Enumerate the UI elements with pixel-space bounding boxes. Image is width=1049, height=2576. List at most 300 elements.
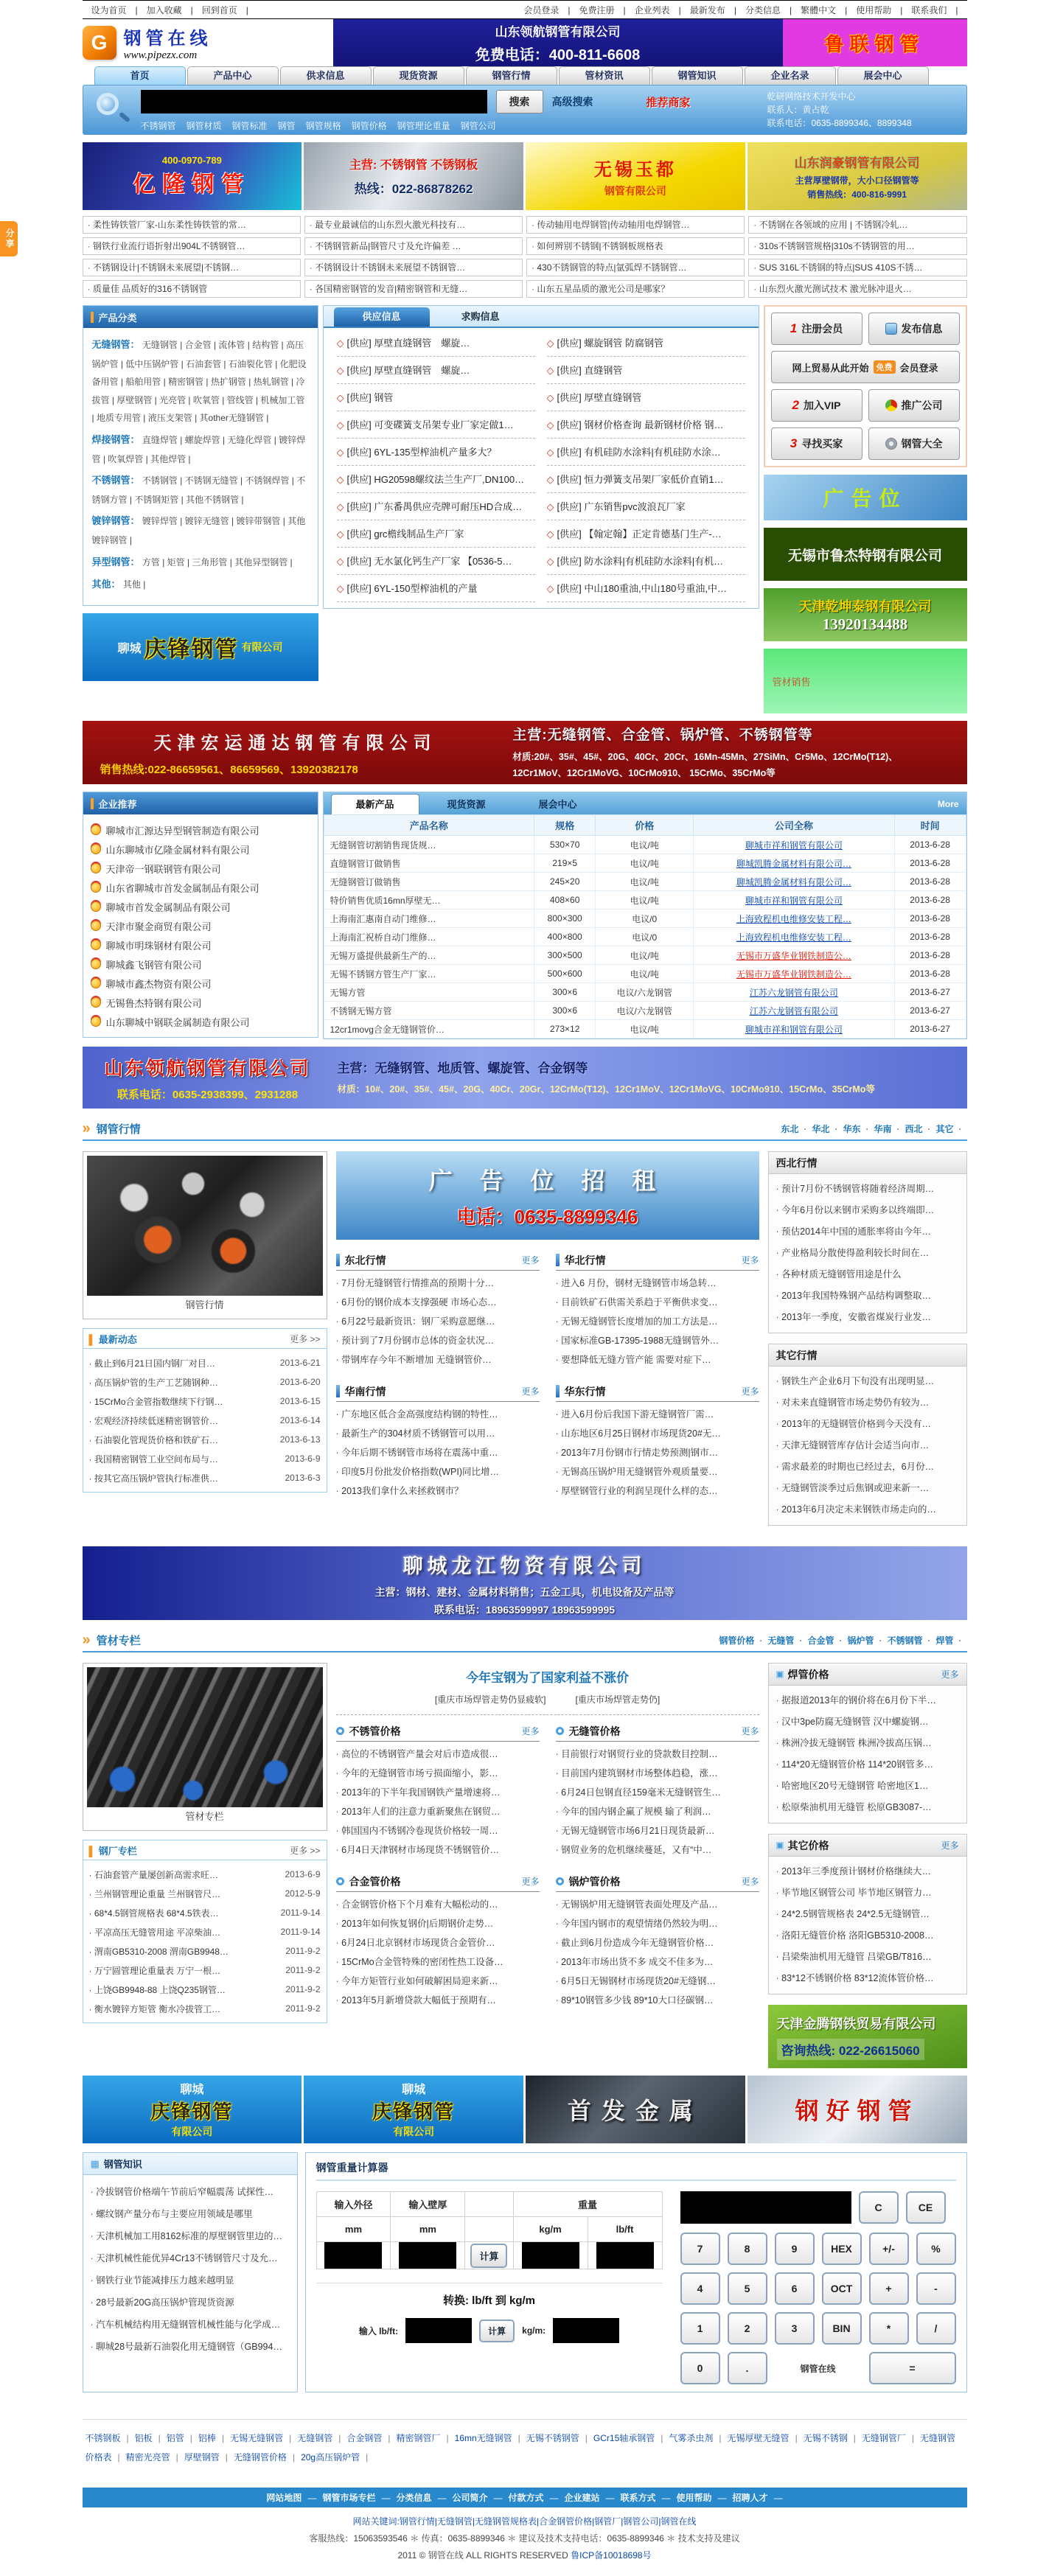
company-link[interactable]: 无锡鲁杰特钢有限公司 <box>91 993 310 1012</box>
category-items-links[interactable]: 无缝钢管 | 合金管 | 流体管 | 结构管 | 高压锅炉管 | 低中压锅炉管 | 石油套管 | 石油裂化管 | 化肥设备用管 | 船舶用管 | 精密钢管 | 热扩钢管 | 热轧钢管 | 冷拔管 | 厚壁钢管 | 光亮管 | 吹氧管 | 管线管 | 机械加工管 | 地质专用管 | 液压支架管 | 其other无缝钢管 | <box>91 340 307 424</box>
equals-button[interactable]: = <box>869 2352 956 2384</box>
footer-nav-link[interactable]: 公司简介 <box>452 2493 488 2503</box>
company-link[interactable]: 聊城市首发金属制品有限公司 <box>91 897 310 916</box>
search-keyword-link[interactable]: 钢管理论重量 <box>397 121 450 131</box>
news-item[interactable]: · 今年的无缝钢管市场亏损面缩小，影… <box>336 1764 540 1783</box>
tag-link[interactable]: 无缝钢管价格表 <box>85 2433 955 2462</box>
ad-slot-banner[interactable]: 广告位 <box>764 475 967 520</box>
tag-link[interactable]: 合金钢管 <box>346 2433 383 2443</box>
topbar-link[interactable]: 回到首页 <box>201 4 237 15</box>
headline-link[interactable]: · SUS 316L不锈钢的特点|SUS 410S不锈… <box>748 259 966 276</box>
keypad-button[interactable]: 3 <box>775 2312 815 2345</box>
tab-exhibition-center[interactable]: 展会中心 <box>538 799 577 810</box>
company-link[interactable]: 天津帝一钢联钢管有限公司 <box>91 859 310 878</box>
keypad-button[interactable]: +/- <box>869 2233 909 2265</box>
footer-nav-link[interactable]: 分类信息 <box>396 2493 432 2503</box>
ad-qiankuntai[interactable]: 天津乾坤泰钢有限公司 13920134488 <box>764 588 967 641</box>
topbar-link[interactable]: 免费注册 <box>579 4 615 15</box>
keypad-button[interactable]: 0 <box>680 2352 720 2384</box>
news-item[interactable]: · 要想降低无缝方管产能 需要对症下… <box>556 1350 759 1369</box>
region-link[interactable]: 华南 <box>874 1123 892 1134</box>
news-item[interactable]: · 6月4日天津钢材市场现货不锈钢管价… <box>336 1840 540 1860</box>
tag-link[interactable]: 无缝钢管价格 <box>233 2452 287 2462</box>
supply-item[interactable]: ◇ [供应] 可变碟簧支吊架专业厂家定做1… <box>337 411 535 439</box>
ad-jinteng[interactable]: 天津金腾钢铁贸易有限公司 咨询热线: 022-26615060 <box>768 2005 967 2068</box>
nav-tab[interactable]: 现货资源 <box>373 66 464 85</box>
news-item[interactable]: · 宏观经济持续低迷精密钢管价… 2013-6-14 <box>89 1411 321 1430</box>
ad-lujie[interactable]: 无锡市鲁杰特钢有限公司 <box>764 528 967 581</box>
od-input[interactable] <box>324 2242 382 2269</box>
news-item[interactable]: · 冷拔钢管价格端午节前后窄幅震荡 试探性… <box>91 2181 290 2203</box>
product-company-link[interactable]: 上海致程机电维修安装工程… <box>736 932 851 943</box>
company-link[interactable]: 天津市聚金商贸有限公司 <box>91 916 310 935</box>
tab-demand-info[interactable]: 求购信息 <box>461 311 500 322</box>
keypad-button[interactable]: OCT <box>822 2272 862 2305</box>
search-keyword-link[interactable]: 钢管公司 <box>460 121 496 131</box>
topbar-link[interactable]: 设为首页 <box>91 4 127 15</box>
tag-link[interactable]: 精密钢管厂 <box>396 2433 441 2443</box>
company-link[interactable]: 聊城市鑫杰物资有限公司 <box>91 974 310 993</box>
news-item[interactable]: · 2013年三季度预计钢材价格继续大… <box>776 1861 959 1882</box>
news-item[interactable]: · 株洲冷拔无缝钢管 株洲冷拔高压锅… <box>776 1733 959 1754</box>
join-vip-button[interactable]: 2 加入VIP <box>771 389 862 422</box>
keypad-button[interactable]: + <box>869 2272 909 2305</box>
news-item[interactable]: · 2013年6月决定未来钢铁市场走向的… <box>776 1499 959 1521</box>
news-item[interactable]: · 目前国内建筑钢材市场整体趋稳，涨… <box>556 1764 759 1783</box>
tab-supply-info[interactable]: 供应信息 <box>334 307 430 327</box>
news-item[interactable]: · 聊城28号最新石油裂化用无缝钢管（GB994… <box>91 2336 290 2358</box>
headline-link[interactable]: · 柔性铸铁管厂家-山东柔性铸铁管的常… <box>83 216 301 234</box>
news-item[interactable]: · 目前铁矿石供需关系趋于平衡供求变… <box>556 1293 759 1312</box>
ad-qingfeng-3[interactable]: 聊城 庆锋钢管 有限公司 <box>304 2076 523 2143</box>
product-company-link[interactable]: 江苏六龙钢管有限公司 <box>749 987 838 998</box>
category-items-links[interactable]: 镀锌焊管 | 镀锌无缝管 | 镀锌带钢管 | 其他镀锌钢管 | <box>91 516 306 546</box>
tag-link[interactable]: 无锡无缝钢管 <box>230 2433 284 2443</box>
supply-item[interactable]: ◇ [供应] HG20598螺纹法兰生产厂,DN100… <box>337 466 535 493</box>
news-item[interactable]: · 6月24日北京钢材市场现货合金管价… <box>336 1933 540 1952</box>
product-name[interactable]: 无锡不锈钢方管生产厂家… <box>324 965 534 983</box>
news-item[interactable]: · 今年的国内钢企赢了规模 输了利润… <box>556 1802 759 1821</box>
product-name[interactable]: 无锡万盛提供最新生产的… <box>324 946 534 965</box>
news-item[interactable]: · 预计到了7月份钢市总体的资金状况… <box>336 1331 540 1350</box>
tag-link[interactable]: 不锈钢板 <box>85 2433 121 2443</box>
news-item[interactable]: · 衡水镀锌方矩管 衡水冷拔管工… 2011-9-2 <box>89 1999 321 2018</box>
more-link[interactable]: 更多 <box>521 1877 540 1887</box>
news-item[interactable]: · 2013年5月新增贷款大幅低于预期有… <box>336 1991 540 2010</box>
news-item[interactable]: · 渭南GB5310-2008 渭南GB9948… 2011-9-2 <box>89 1941 321 1961</box>
nav-tab[interactable]: 企业名录 <box>745 66 836 85</box>
search-keyword-link[interactable]: 钢管规格 <box>305 121 341 131</box>
news-item[interactable]: · 高位的不锈钢管产量会对后市造成很… <box>336 1745 540 1764</box>
news-item[interactable]: · 万宁圆管理论重量表 万宁一根… 2011-9-2 <box>89 1961 321 1980</box>
clear-button[interactable]: C <box>859 2191 899 2224</box>
category-name-link[interactable]: 其他： <box>91 579 121 590</box>
news-item[interactable]: · 天津机械性能优异4Cr13不锈钢管尺寸及允… <box>91 2247 290 2269</box>
news-item[interactable]: · 预估2014年中国的通胀率将由今年… <box>776 1221 959 1243</box>
topbar-link[interactable]: 加入收藏 <box>146 4 182 15</box>
product-name[interactable]: 12cr1movg合金无缝钢管价… <box>324 1020 534 1039</box>
ad-hongyun[interactable]: 天津宏运通达钢管有限公司 销售热线:022-86659561、86659569、13920382178 主营:无缝钢管、合金管、锅炉管、不锈钢管等 材质:20#、35#、45#、20G、40Cr、20Cr、16Mn-45Mn、27SiMn、Cr5Mo、12CrMo(T12)、12Cr1MoV、12Cr1MoVG、10CrMo910、 15CrMo、35CrMo等 <box>83 721 967 784</box>
news-item[interactable]: · 7月份无缝钢管行情推高的预期十分… <box>336 1274 540 1293</box>
news-item[interactable]: · 最新生产的304材质不锈钢管可以用… <box>336 1424 540 1443</box>
search-keyword-link[interactable]: 钢管材质 <box>186 121 222 131</box>
ad-shoufa[interactable]: 首发金属 <box>526 2076 745 2143</box>
tab-latest-products[interactable]: 最新产品 <box>331 794 419 814</box>
more-link[interactable]: 更多 <box>521 1726 540 1736</box>
site-logo[interactable] <box>83 24 333 62</box>
nav-tab[interactable]: 首页 <box>94 66 186 85</box>
tag-link[interactable]: 无锡不锈钢 <box>803 2433 848 2443</box>
ad-qingfeng-2[interactable]: 聊城 庆锋钢管 有限公司 <box>83 2076 302 2143</box>
news-item[interactable]: · 预计7月份不锈钢管将随着经济周期… <box>776 1179 959 1200</box>
region-link[interactable]: 华东 <box>843 1123 861 1134</box>
headline-link[interactable]: · 不锈钢管新品|钢管尺寸及允许偏差 … <box>304 237 523 255</box>
news-item[interactable]: · 进入6 月份，钢材无缝钢管市场急转… <box>556 1274 759 1293</box>
keypad-button[interactable]: 9 <box>775 2233 815 2265</box>
news-item[interactable]: · 进入6月份后我国下游无缝钢管厂需… <box>556 1405 759 1424</box>
product-company-link[interactable]: 无锡市万盛华业钢铁制造公… <box>736 950 851 961</box>
news-item[interactable]: · 今年后期不锈钢管市场将在震荡中重… <box>336 1443 540 1462</box>
search-button[interactable]: 搜索 <box>496 90 543 114</box>
ad-longjiang[interactable]: 聊城龙江物资有限公司 主营：钢材、建材、金属材料销售；五金工具，机电设备及产品等 联系电话：18963599997 18963599995 <box>83 1546 967 1620</box>
news-item[interactable]: · 2013年市场出货不多 成交不佳多为… <box>556 1952 759 1972</box>
footer-nav-link[interactable]: 付款方式 <box>508 2493 544 2503</box>
news-item[interactable]: · 2013年的下半年我国钢铁产量增速将… <box>336 1783 540 1802</box>
keypad-button[interactable]: % <box>916 2233 956 2265</box>
headline-link[interactable]: · 如何辨别不锈钢|不锈钢板规格表 <box>526 237 745 255</box>
nav-tab[interactable]: 展会中心 <box>837 66 929 85</box>
headline-link[interactable]: · 不锈钢设计|不锈钢未来展望|不锈钢… <box>83 259 301 276</box>
search-input[interactable] <box>141 90 487 114</box>
convert-button[interactable]: 计算 <box>479 2320 515 2342</box>
news-item[interactable]: · 114*20无缝钢管价格 114*20钢管多… <box>776 1754 959 1776</box>
news-item[interactable]: · 无锡锅炉用无缝钢管表面处理及产品… <box>556 1895 759 1914</box>
footer-nav-link[interactable]: 招聘人才 <box>732 2493 768 2503</box>
supply-item[interactable]: ◇ [供应] 直缝钢管 <box>547 357 745 384</box>
news-item[interactable]: · 松原柴油机用无缝管 松原GB3087-… <box>776 1797 959 1818</box>
company-link[interactable]: 聊城市汇源达异型钢管制造有限公司 <box>91 820 310 840</box>
news-item[interactable]: · 汉中3pe防腐无缝钢管 汉中螺旋钢… <box>776 1711 959 1733</box>
news-item[interactable]: · 2013年7月份钢市行情走势预测|钢市… <box>556 1443 759 1462</box>
keypad-button[interactable]: HEX <box>822 2233 862 2265</box>
tag-link[interactable]: GCr15轴承钢管 <box>593 2433 655 2443</box>
tab-spot-resources[interactable]: 现货资源 <box>447 799 486 810</box>
find-buyers-button[interactable]: 3 寻找买家 <box>771 427 862 460</box>
headline-link[interactable]: · 山东五星品质的激光公司是哪家？ <box>526 280 745 298</box>
more-link[interactable]: 更多 >> <box>290 1845 321 1856</box>
news-item[interactable]: · 山东地区6月25日钢材市场现货20#无… <box>556 1424 759 1443</box>
supply-item[interactable]: ◇ [供应] 【翰定翰】正定肯德基门生产-… <box>547 520 745 548</box>
news-item[interactable]: · 28号最新20G高压锅炉管现货资源 <box>91 2291 290 2314</box>
pipe-directory-button[interactable]: 钢管大全 <box>868 427 960 460</box>
search-keyword-link[interactable]: 不锈钢管 <box>140 121 176 131</box>
more-link[interactable]: 更多 >> <box>290 1333 321 1344</box>
category-items-links[interactable]: 不锈钢管 | 不锈钢无缝管 | 不锈钢焊管 | 不锈钢方管 | 不锈钢矩管 | 其他不锈钢管 | <box>91 475 306 505</box>
news-item[interactable]: · 兰州钢管理论重量 兰州钢管尺… 2012-5-9 <box>89 1884 321 1903</box>
clear-entry-button[interactable]: CE <box>906 2191 946 2224</box>
nav-tab[interactable]: 管材资讯 <box>559 66 650 85</box>
company-link[interactable]: 聊城市明珠钢材有限公司 <box>91 935 310 954</box>
share-floating-tab[interactable]: 分享 <box>0 221 18 256</box>
ad-yudu[interactable]: 无锡玉都 钢管有限公司 <box>526 142 745 210</box>
footer-nav-link[interactable]: 钢管市场专栏 <box>322 2493 376 2503</box>
news-item[interactable]: · 天津无缝钢管库存估计会适当向市… <box>776 1435 959 1456</box>
region-link[interactable]: 西北 <box>905 1123 923 1134</box>
news-item[interactable]: · 今年6月份以来钢市采购多以终端即… <box>776 1200 959 1221</box>
category-name-link[interactable]: 无缝钢管： <box>91 339 140 350</box>
publish-info-button[interactable]: 发布信息 <box>868 313 960 345</box>
product-name[interactable]: 特价销售优质16mn厚壁无… <box>324 891 534 910</box>
news-item[interactable]: · 洛阳无缝管价格 洛阳GB5310-2008… <box>776 1925 959 1947</box>
news-item[interactable]: · 2013年的无缝钢管价格到今天没有… <box>776 1414 959 1435</box>
news-item[interactable]: · 6月5日无锡钢材市场现货20#无缝钢… <box>556 1972 759 1991</box>
tag-link[interactable]: 无锡不锈钢管 <box>526 2433 579 2443</box>
product-name[interactable]: 无缝钢管订做销售 <box>324 873 534 891</box>
supply-item[interactable]: ◇ [供应] 钢材价格查询 最新钢材价格 钢… <box>547 411 745 439</box>
supply-item[interactable]: ◇ [供应] 厚壁直缝钢管 螺旋… <box>337 329 535 357</box>
region-link[interactable]: 东北 <box>781 1123 799 1134</box>
topbar-link[interactable]: 最新发布 <box>689 4 725 15</box>
news-item[interactable]: · 韩国国内不锈钢冷卷现货价格较一周… <box>336 1821 540 1840</box>
ad-qingfeng[interactable]: 聊城 庆锋钢管 有限公司 <box>83 613 318 681</box>
company-link[interactable]: 山东省聊城市首发金属制品有限公司 <box>91 878 310 897</box>
news-item[interactable]: · 产业格局分散使得盈利较长时间在… <box>776 1243 959 1264</box>
supply-item[interactable]: ◇ [供应] grc檐线制品生产厂家 <box>337 520 535 548</box>
news-item[interactable]: · 2013我们拿什么来拯救钢市？ <box>336 1481 540 1501</box>
news-item[interactable]: · 据报道2013年的钢价将在6月份下半… <box>776 1690 959 1711</box>
news-item[interactable]: · 6月份的钢价成本支撑强硬 市场心态… <box>336 1293 540 1312</box>
more-link[interactable]: 更多 <box>941 1840 959 1851</box>
price-category-link[interactable]: 不锈钢管 <box>887 1635 923 1646</box>
keypad-button[interactable]: . <box>728 2352 767 2384</box>
news-item[interactable]: · 对未来直缝钢管市场走势仍有较为… <box>776 1392 959 1414</box>
product-company-link[interactable]: 聊城凯腾金属材料有限公司… <box>736 876 851 887</box>
supply-item[interactable]: ◇ [供应] 广东销售pvc波浪瓦厂家 <box>547 493 745 520</box>
keypad-button[interactable]: 8 <box>728 2233 767 2265</box>
region-link[interactable]: 其它 <box>935 1123 954 1134</box>
company-link[interactable]: 聊城鑫飞钢管有限公司 <box>91 954 310 974</box>
news-item[interactable]: · 无锡无缝钢管长度增加的加工方法是… <box>556 1312 759 1331</box>
product-name[interactable]: 上海南汇祝桥自动门维修… <box>324 928 534 946</box>
supply-item[interactable]: ◇ [供应] 厚壁直缝钢管 螺旋… <box>337 357 535 384</box>
news-item[interactable]: · 今年国内钢市的观望情绪仍然较为明… <box>556 1914 759 1933</box>
more-link[interactable]: 更多 <box>741 1877 759 1887</box>
subheadline-link[interactable]: [重庆市场焊管走势仍显疲软] <box>434 1694 546 1705</box>
keypad-button[interactable]: 5 <box>728 2272 767 2305</box>
topbar-link[interactable]: 使用帮助 <box>856 4 892 15</box>
search-keyword-link[interactable]: 钢管标准 <box>231 121 268 131</box>
news-item[interactable]: · 印度5月份批发价格指数(WPI)同比增… <box>336 1462 540 1481</box>
headline-link[interactable]: · 传动轴用电焊钢管|传动轴用电焊钢管… <box>526 216 745 234</box>
footer-nav-link[interactable]: 企业建站 <box>564 2493 600 2503</box>
more-link[interactable]: 更多 <box>741 1726 759 1736</box>
tag-link[interactable]: 铝板 <box>134 2433 153 2443</box>
more-link[interactable]: More <box>937 799 959 809</box>
topbar-link[interactable]: 会员登录 <box>523 4 560 15</box>
supply-item[interactable]: ◇ [供应] 厚壁直缝钢管 <box>547 384 745 411</box>
headline-link[interactable]: · 430不锈钢管的特点|氩弧焊不锈钢管… <box>526 259 745 276</box>
more-link[interactable]: 更多 <box>521 1255 540 1266</box>
category-name-link[interactable]: 焊接钢管： <box>91 434 140 446</box>
lbft-input[interactable] <box>405 2318 472 2343</box>
product-company-link[interactable]: 聊城市祥和钢管有限公司 <box>745 895 843 906</box>
nav-tab[interactable]: 产品中心 <box>187 66 279 85</box>
header-ad-linghang[interactable] <box>333 19 783 66</box>
keypad-button[interactable]: 6 <box>775 2272 815 2305</box>
news-item[interactable]: · 2013年一季度，安徽省煤炭行业发… <box>776 1307 959 1328</box>
subheadline-link[interactable]: [重庆市场焊管走势仍] <box>575 1694 661 1705</box>
tag-link[interactable]: 无锡厚壁无缝管 <box>727 2433 790 2443</box>
product-name[interactable]: 上海南汇惠南自动门维修… <box>324 910 534 928</box>
product-name[interactable]: 无缝钢管切割销售现货规… <box>324 836 534 854</box>
icp-link[interactable]: 鲁ICP备10018698号 <box>571 2550 652 2561</box>
supply-item[interactable]: ◇ [供应] 中山180重油,中山180号重油,中… <box>547 575 745 602</box>
price-category-link[interactable]: 合金管 <box>807 1635 834 1646</box>
tag-link[interactable]: 铝管 <box>166 2433 184 2443</box>
pipe-headline-link[interactable]: 今年宝钢为了国家利益不涨价 <box>466 1671 629 1685</box>
calculate-button[interactable]: 计算 <box>470 2244 507 2268</box>
news-item[interactable]: · 汽车机械结构用无缝钢管机械性能与化学成… <box>91 2314 290 2336</box>
keypad-button[interactable]: BIN <box>822 2312 862 2345</box>
product-company-link[interactable]: 江苏六龙钢管有限公司 <box>749 1005 838 1016</box>
news-item[interactable]: · 带钢库存今年不断增加 无缝钢管价… <box>336 1350 540 1369</box>
news-item[interactable]: · 截止到6月份造成今年无缝钢管价格… <box>556 1933 759 1952</box>
ad-stainless[interactable]: 主营: 不锈钢管 不锈钢板 热线：022-86878262 <box>304 142 523 210</box>
news-item[interactable]: · 平凉高压无缝管用途 平凉柴油… 2011-9-14 <box>89 1922 321 1941</box>
topbar-link[interactable]: 繁體中文 <box>801 4 837 15</box>
supply-item[interactable]: ◇ [供应] 6YL-150型榨油机的产量 <box>337 575 535 602</box>
supply-item[interactable]: ◇ [供应] 防水涂料|有机硅防水涂料|有机… <box>547 548 745 575</box>
news-item[interactable]: · 2013年我国特殊钢产品结构调整取… <box>776 1285 959 1307</box>
keypad-button[interactable]: 1 <box>680 2312 720 2345</box>
footer-nav-link[interactable]: 联系方式 <box>620 2493 656 2503</box>
supply-item[interactable]: ◇ [供应] 螺旋钢管 防腐钢管 <box>547 329 745 357</box>
news-item[interactable]: · 石油套管产量屡创新高需求旺… 2013-6-9 <box>89 1865 321 1884</box>
supply-item[interactable]: ◇ [供应] 广东番禺供应壳牌可耐压HD合成… <box>337 493 535 520</box>
ad-ganghao[interactable]: 钢好钢管 <box>747 2076 967 2143</box>
keypad-button[interactable]: / <box>916 2312 956 2345</box>
more-link[interactable]: 更多 <box>741 1386 759 1397</box>
product-company-link[interactable]: 无锡市万盛华业钢铁制造公… <box>736 968 851 980</box>
news-item[interactable]: · 截止到6月21日国内钢厂对目… 2013-6-21 <box>89 1353 321 1372</box>
news-item[interactable]: · 89*10钢管多少钱 89*10大口径碳钢… <box>556 1991 759 2010</box>
search-keyword-link[interactable]: 钢管价格 <box>351 121 387 131</box>
news-item[interactable]: · 2013年人们的注意力重新聚焦在钢贸… <box>336 1802 540 1821</box>
tag-link[interactable]: 20g高压锅炉管 <box>301 2452 360 2462</box>
promote-company-button[interactable]: 推广公司 <box>868 389 960 422</box>
news-item[interactable]: · 我国精密钢管工业空间布局与… 2013-6-9 <box>89 1449 321 1468</box>
product-company-link[interactable]: 聊城市祥和钢管有限公司 <box>745 840 843 851</box>
headline-link[interactable]: · 各国精密钢管的发音|精密钢管和无缝… <box>304 280 523 298</box>
category-items-links[interactable]: 直缝焊管 | 螺旋焊管 | 无缝化焊管 | 镀锌焊管 | 吹氧焊管 | 其他焊管 | <box>91 435 306 464</box>
headline-link[interactable]: · 钢铁行业流行语折射出904L不锈钢管… <box>83 237 301 255</box>
region-link[interactable]: 华北 <box>812 1123 830 1134</box>
news-item[interactable]: · 石油裂化管现货价格和铁矿石… 2013-6-13 <box>89 1430 321 1449</box>
tag-link[interactable]: 16mn无缝钢管 <box>454 2433 512 2443</box>
category-name-link[interactable]: 异型钢管： <box>91 556 140 568</box>
product-company-link[interactable]: 上海致程机电维修安装工程… <box>736 913 851 924</box>
tag-link[interactable]: 厚壁钢管 <box>184 2452 220 2462</box>
news-item[interactable]: · 需求最差的时期也已经过去，6月份… <box>776 1456 959 1478</box>
tag-link[interactable]: 铝棒 <box>198 2433 216 2443</box>
news-item[interactable]: · 钢铁生产企业6月下旬没有出现明显… <box>776 1371 959 1392</box>
news-item[interactable]: · 15CrMo合金管特殊的密闭性热工设备… <box>336 1952 540 1972</box>
news-item[interactable]: · 钢铁行业节能减排压力越来越明显 <box>91 2269 290 2291</box>
product-name[interactable]: 直缝钢管订做销售 <box>324 854 534 873</box>
news-item[interactable]: · 无锡无缝钢管市场6月21日现货最新… <box>556 1821 759 1840</box>
keypad-button[interactable]: 2 <box>728 2312 767 2345</box>
nav-tab[interactable]: 供求信息 <box>280 66 372 85</box>
news-item[interactable]: · 按其它高压锅炉管执行标准供… 2013-6-3 <box>89 1468 321 1487</box>
news-item[interactable]: · 毕节地区钢管公司 毕节地区钢管力… <box>776 1882 959 1904</box>
wall-input[interactable] <box>399 2242 456 2269</box>
nav-tab[interactable]: 钢管知识 <box>652 66 743 85</box>
price-category-link[interactable]: 焊管 <box>935 1635 954 1646</box>
news-item[interactable]: · 目前银行对钢贸行业的贷款数目控制… <box>556 1745 759 1764</box>
news-item[interactable]: · 24*2.5钢管规格表 24*2.5无缝钢管… <box>776 1904 959 1925</box>
news-item[interactable]: · 6月22号最新资讯：钢厂采购意愿继… <box>336 1312 540 1331</box>
price-category-link[interactable]: 钢管价格 <box>719 1635 755 1646</box>
news-item[interactable]: · 高压锅炉管的生产工艺随钢种… 2013-6-20 <box>89 1372 321 1392</box>
recommended-merchants-link[interactable]: 推荐商家 <box>646 96 691 109</box>
member-login-button[interactable]: 网上贸易从此开始 免费 会员登录 <box>771 351 960 383</box>
topbar-link[interactable]: 联系我们 <box>911 4 947 15</box>
category-items-links[interactable]: 其他 | <box>122 579 146 590</box>
product-name[interactable]: 无锡方管 <box>324 983 534 1002</box>
news-item[interactable]: · 83*12不锈钢价格 83*12流体管价格… <box>776 1968 959 1989</box>
news-item[interactable]: · 哈密地区20号无缝钢管 哈密地区1… <box>776 1776 959 1797</box>
tag-link[interactable]: 精密光亮管 <box>125 2452 170 2462</box>
more-link[interactable]: 更多 <box>521 1386 540 1397</box>
ad-runhao[interactable]: 山东润豪钢管有限公司 主营厚壁钢带，大小口径钢管等 销售热线：400-816-9991 <box>747 142 967 210</box>
category-items-links[interactable]: 方管 | 矩管 | 三角形管 | 其他异型钢管 | <box>142 556 293 568</box>
supply-item[interactable]: ◇ [供应] 无水氯化钙生产厂家 【0536-5… <box>337 548 535 575</box>
keypad-button[interactable]: 4 <box>680 2272 720 2305</box>
news-item[interactable]: · 无缝钢管淡季过后焦钢或迎来新一… <box>776 1478 959 1499</box>
news-item[interactable]: · 广东地区低合金高强度结构钢的特性… <box>336 1405 540 1424</box>
more-link[interactable]: 更多 <box>941 1669 959 1680</box>
advanced-search-link[interactable]: 高级搜索 <box>551 96 593 108</box>
company-link[interactable]: 山东聊城市亿隆金属材料有限公司 <box>91 840 310 859</box>
more-link[interactable]: 更多 <box>741 1255 759 1266</box>
headline-link[interactable]: · 不锈钢设计不锈钢未来展望不锈钢管… <box>304 259 523 276</box>
headline-link[interactable]: · 最专业最诚信的山东烈火激光科技有… <box>304 216 523 234</box>
headline-link[interactable]: · 质量佳 品质好的316不锈钢管 <box>83 280 301 298</box>
topbar-link[interactable]: 分类信息 <box>745 4 781 15</box>
supply-item[interactable]: ◇ [供应] 恒力弹簧支吊架厂家低价直销1… <box>547 466 745 493</box>
supply-item[interactable]: ◇ [供应] 6YL-135型榨油机产量多大？ <box>337 439 535 466</box>
ad-rent-banner[interactable]: 广 告 位 招 租 电话：0635-8899346 <box>336 1151 759 1240</box>
news-item[interactable]: · 合金钢管价格下个月难有大幅松动的… <box>336 1895 540 1914</box>
news-item[interactable]: · 国家标准GB-17395-1988无缝钢管外… <box>556 1331 759 1350</box>
headline-link[interactable]: · 山东烈火激光测试技术 激光脉冲退火… <box>748 280 966 298</box>
news-item[interactable]: · 今年方矩管行业如何破解困局迎来新… <box>336 1972 540 1991</box>
supply-item[interactable]: ◇ [供应] 有机硅防水涂料|有机硅防水涂… <box>547 439 745 466</box>
news-item[interactable]: · 厚壁钢管行业的利润呈现什么样的态… <box>556 1481 759 1501</box>
news-item[interactable]: · 无锡高压锅炉用无缝钢管外观质量要… <box>556 1462 759 1481</box>
news-item[interactable]: · 各种材质无缝钢管用途是什么 <box>776 1264 959 1285</box>
ad-yilong[interactable]: 400-0970-789 亿隆钢管 <box>83 142 302 210</box>
keypad-button[interactable]: 7 <box>680 2233 720 2265</box>
news-item[interactable]: · 2013年如何恢复钢价|后期钢价走势… <box>336 1914 540 1933</box>
header-ad-lulian[interactable] <box>783 19 967 66</box>
price-category-link[interactable]: 锅炉管 <box>847 1635 874 1646</box>
news-item[interactable]: · 吕梁柴油机用无缝管 吕梁GB/T816… <box>776 1947 959 1968</box>
tag-link[interactable]: 无缝钢管厂 <box>861 2433 906 2443</box>
keypad-button[interactable]: * <box>869 2312 909 2345</box>
keypad-button[interactable]: - <box>916 2272 956 2305</box>
news-item[interactable]: · 天津机械加工用8162标准的厚壁钢管里边的… <box>91 2225 290 2247</box>
